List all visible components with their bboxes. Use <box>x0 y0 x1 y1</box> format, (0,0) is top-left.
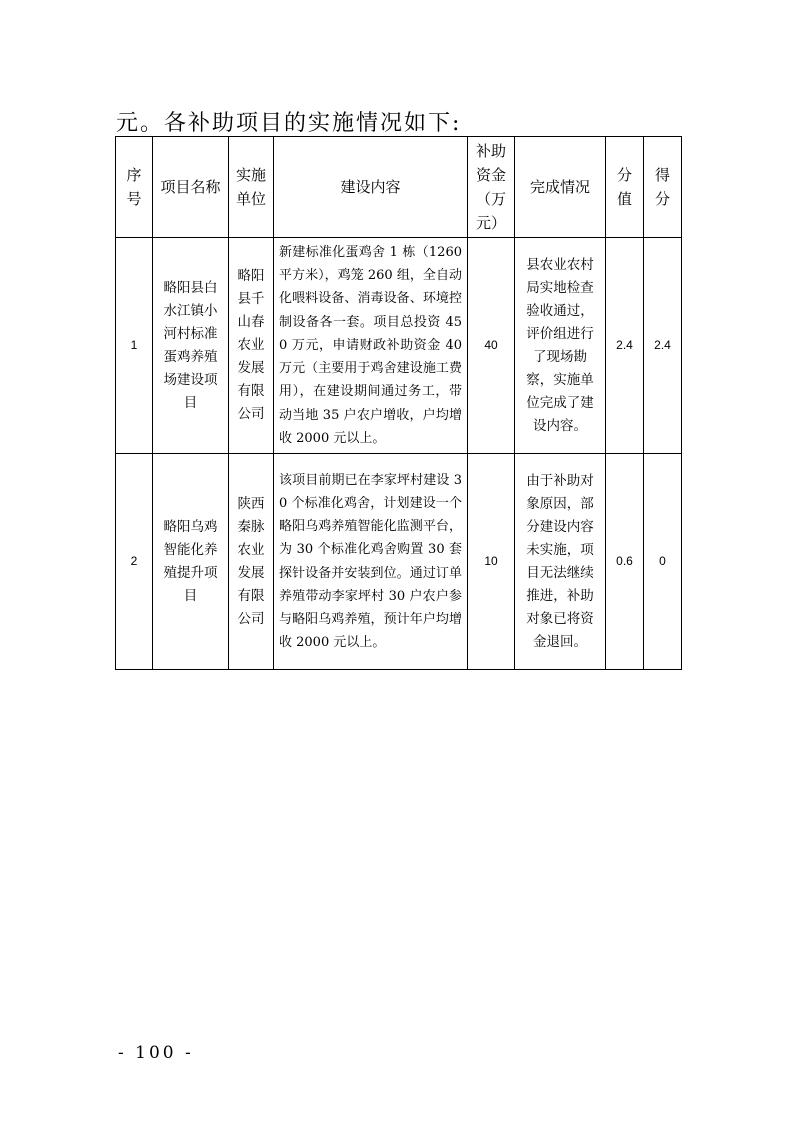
row-score: 2.4 <box>644 238 682 454</box>
header-status: 完成情况 <box>515 137 606 238</box>
table-header-row <box>116 137 682 238</box>
page-number: - 100 - <box>118 1043 194 1063</box>
header-score-value: 分值 <box>606 137 644 238</box>
row-score-value: 0.6 <box>606 454 644 670</box>
header-unit: 实施单位 <box>229 137 274 238</box>
row-project: 略阳乌鸡智能化养殖提升项目 <box>153 454 229 670</box>
row-unit: 陕西秦脉农业发展有限公司 <box>229 454 274 670</box>
header-score: 得分 <box>644 137 682 238</box>
row-status: 县农业农村局实地检查验收通过，评价组进行了现场勘察，实施单位完成了建设内容。 <box>515 238 606 454</box>
header-funding: 补助资金（万元） <box>468 137 515 238</box>
row-funding: 40 <box>468 238 515 454</box>
header-project: 项目名称 <box>153 137 229 238</box>
row-funding: 10 <box>468 454 515 670</box>
row-score: 0 <box>644 454 682 670</box>
row-content: 新建标准化蛋鸡舍 1 栋（1260 平方米），鸡笼 260 组，全自动化喂料设备、消毒设备、环境控制设备各一套。项目总投资 450 万元，申请财政补助资金 40 万元（主要用于鸡舍建设施工费用），在建设期间通过务工，带动当地 35 户农户增收，户均增收 2000 元以上。 <box>274 238 468 454</box>
row-seq: 1 <box>116 238 153 454</box>
row-unit: 略阳县千山春农业发展有限公司 <box>229 238 274 454</box>
project-table <box>115 136 682 670</box>
row-seq: 2 <box>116 454 153 670</box>
row-status: 由于补助对象原因，部分建设内容未实施，项目无法继续推进，补助对象已将资金退回。 <box>515 454 606 670</box>
row-project: 略阳县白水江镇小河村标准蛋鸡养殖场建设项目 <box>153 238 229 454</box>
header-seq: 序号 <box>116 137 153 238</box>
table-row <box>116 454 682 670</box>
header-content: 建设内容 <box>274 137 468 238</box>
row-content: 该项目前期已在李家坪村建设 30 个标准化鸡舍，计划建设一个略阳乌鸡养殖智能化监测平台，为 30 个标准化鸡舍购置 30 套探针设备并安装到位。通过订单养殖带动李家坪村 30 户农户参与略阳乌鸡养殖，预计年户均增收 2000 元以上。 <box>274 454 468 670</box>
row-score-value: 2.4 <box>606 238 644 454</box>
intro-text: 元。各补助项目的实施情况如下: <box>116 111 462 136</box>
table-row <box>116 238 682 454</box>
